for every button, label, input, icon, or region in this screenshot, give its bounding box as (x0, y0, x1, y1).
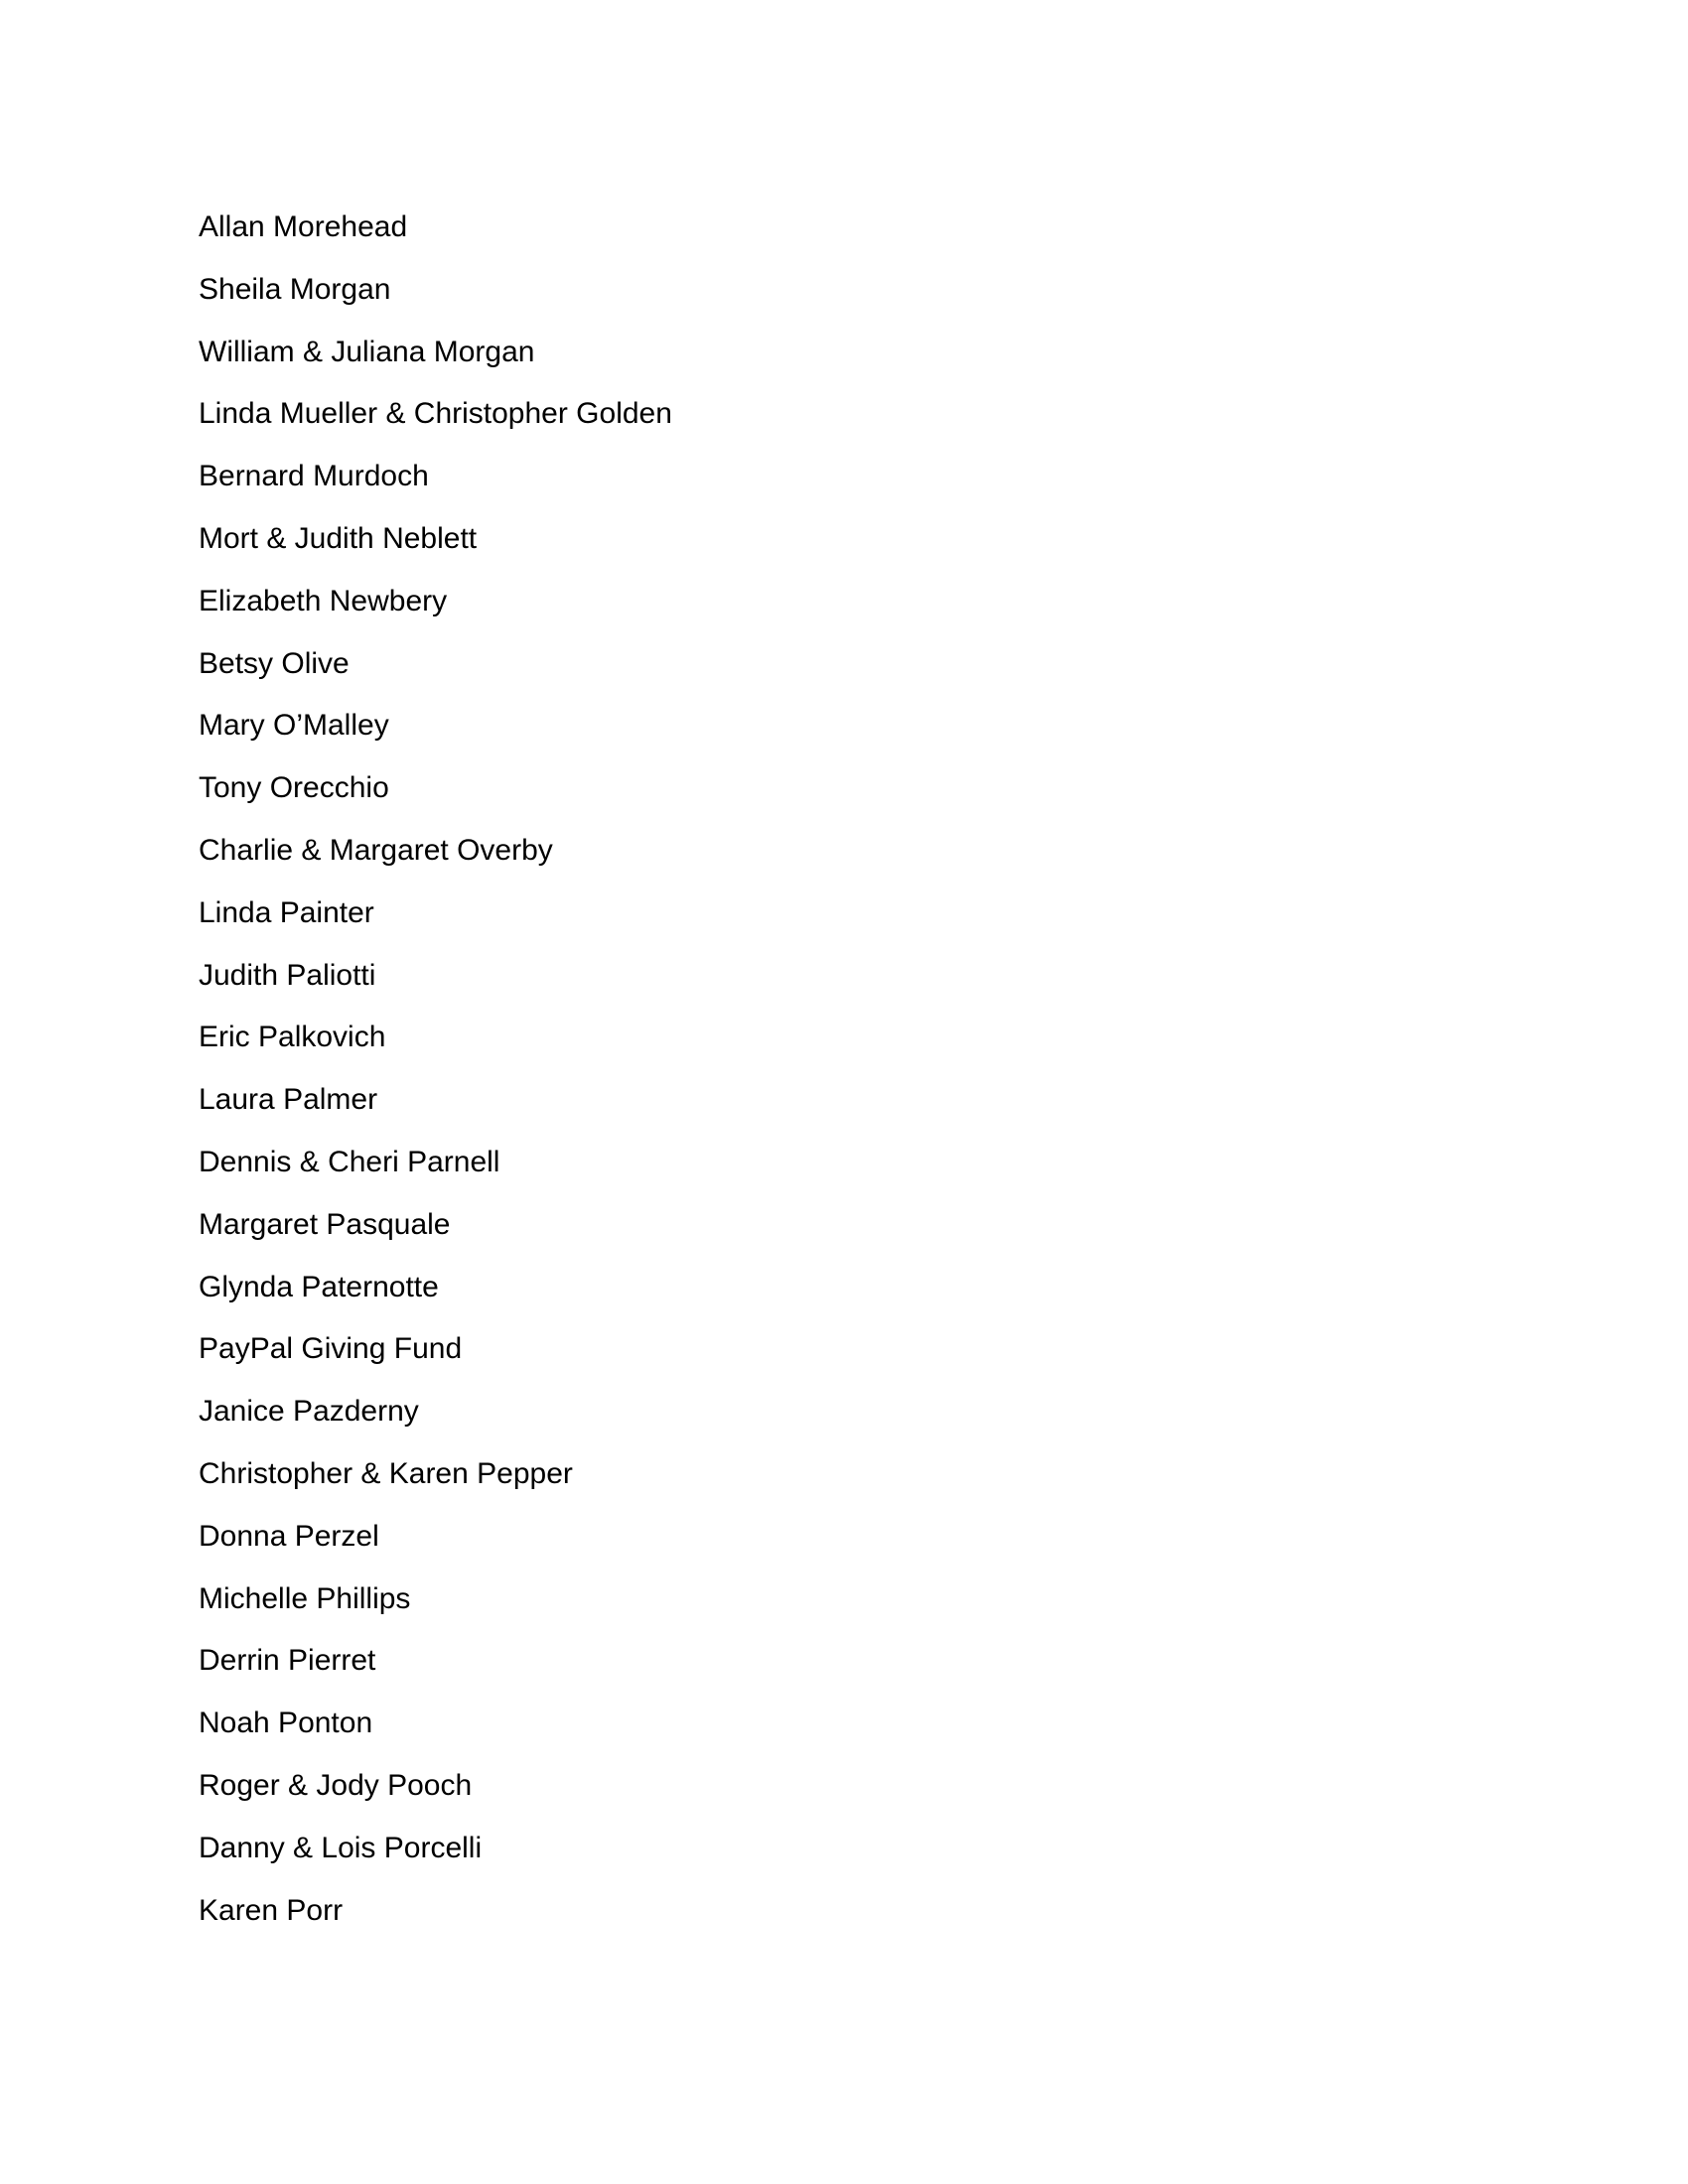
list-item: Laura Palmer (199, 1083, 378, 1117)
list-item: Danny & Lois Porcelli (199, 1831, 483, 1864)
list-item: Bernard Murdoch (199, 460, 429, 493)
list-item: Christopher & Karen Pepper (199, 1456, 573, 1490)
list-item: Allan Morehead (199, 210, 408, 243)
list-item: Derrin Pierret (199, 1644, 376, 1678)
list-item: Mort & Judith Neblett (199, 521, 478, 555)
list-item: Roger & Jody Pooch (199, 1768, 473, 1802)
list-item: PayPal Giving Fund (199, 1332, 463, 1366)
list-item: Linda Painter (199, 895, 374, 929)
list-item: Eric Palkovich (199, 1021, 386, 1054)
list-item: Noah Ponton (199, 1706, 373, 1740)
list-item: Dennis & Cheri Parnell (199, 1145, 500, 1178)
list-item: Mary O’Malley (199, 709, 389, 743)
donor-name-list (199, 197, 672, 1942)
list-item: Glynda Paternotte (199, 1270, 439, 1303)
list-item: Tony Orecchio (199, 771, 389, 805)
list-item: Donna Perzel (199, 1519, 379, 1553)
list-item: Elizabeth Newbery (199, 584, 448, 617)
list-item: Sheila Morgan (199, 272, 391, 306)
list-item: Charlie & Margaret Overby (199, 833, 553, 867)
list-item: Margaret Pasquale (199, 1207, 451, 1241)
list-item: Linda Mueller & Christopher Golden (199, 397, 672, 431)
list-item: Judith Paliotti (199, 958, 376, 992)
list-item: Betsy Olive (199, 646, 350, 680)
list-item: Janice Pazderny (199, 1395, 419, 1429)
list-item: Michelle Phillips (199, 1581, 411, 1615)
list-item: Karen Porr (199, 1893, 344, 1927)
list-item: William & Juliana Morgan (199, 335, 535, 368)
